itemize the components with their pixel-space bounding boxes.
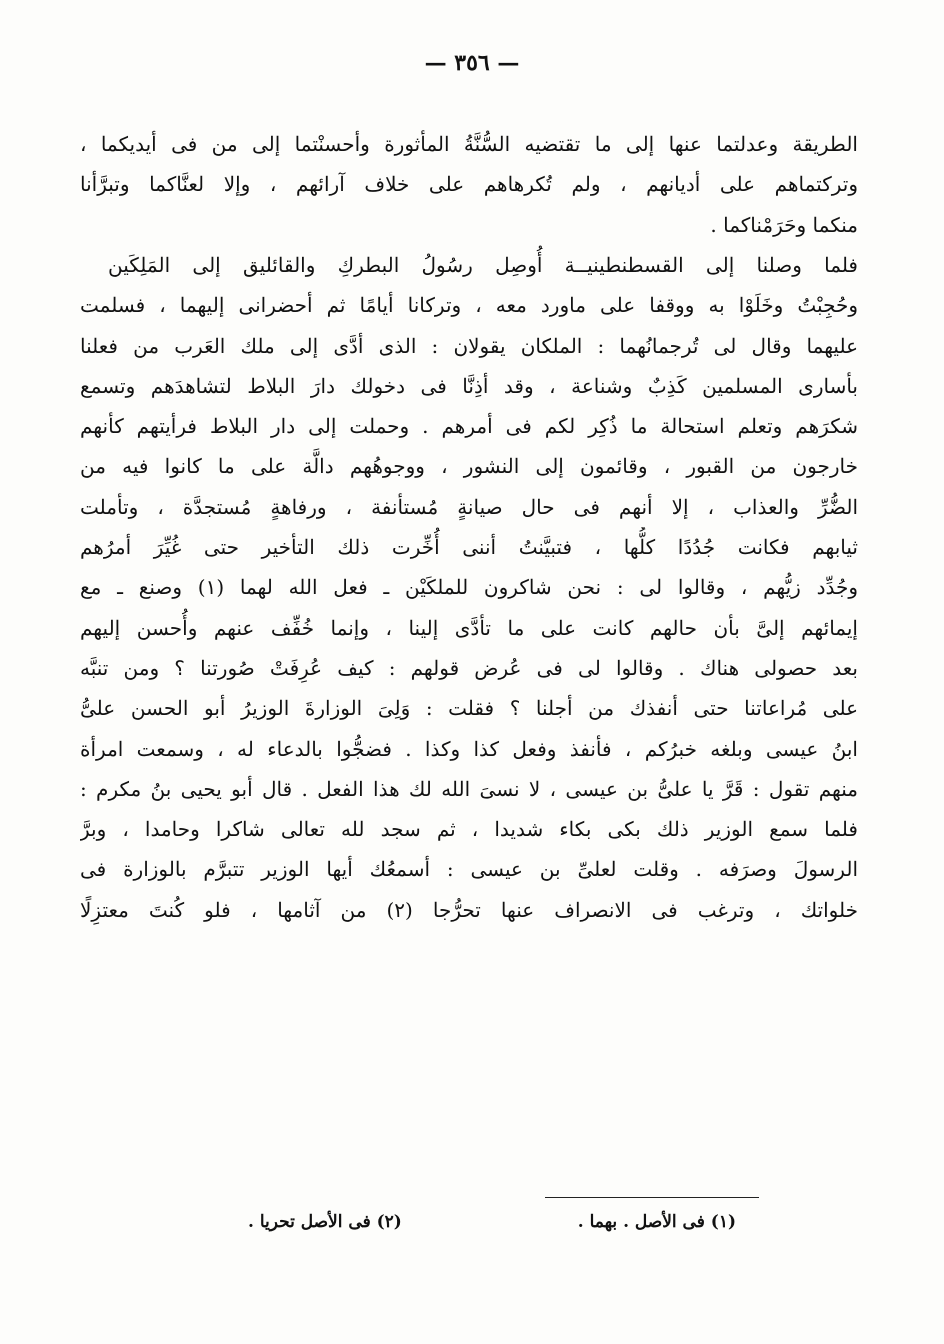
body-line: الطريقة وعدلتما عنها إلى ما تقتضيه السُّنَّةُ المأثورة وأحسنْتما إلى من فى أيديكما ،: [80, 132, 858, 156]
footnote-2: (٢) فى الأصل تحريا .: [248, 1212, 402, 1232]
body-line: عليهما وقال لى تُرجمانُهما : الملكان يقولان : الذى أدَّى إلى ملك العَرب من فعلنا: [80, 334, 858, 358]
body-line: خارجون من القبور ، وقائمون إلى النشور ، ووجوهُهم دالَّة على ما كانوا فيه من: [80, 454, 858, 478]
body-line: بأسارى المسلمين كَذِبٌ وشناعة ، وقد أذِنَّا فى دخولك دارَ البلاط لتشاهدَهم وتسمع: [80, 374, 858, 398]
body-line: بعد حصولى هناك . وقالوا لى فى عُرض قولهم : كيف عُرِفَتْ صُورتنا ؟ ومن تنبَّه: [80, 656, 858, 680]
body-line: فلما وصلنا إلى القسطنطينيــة أُوصِل رسُولُ البطركِ والقائليق إلى المَلِكَين: [108, 253, 858, 277]
body-line: وجُدِّد زيُّهم ، وقالوا لى : نحن شاكرون للملكَيْن ـ فعل الله لهما (١) وصنع ـ مع: [80, 575, 858, 599]
body-line: وتركتماهم على أديانهم ، ولم تُكرهاهم على خلاف آرائهم ، وإلا لعنَّاكما وتبرَّأنا: [80, 172, 858, 196]
page-number: — ٣٥٦ —: [424, 50, 520, 76]
body-line: إيمائهم إلىَّ بأن حالهم كانت على ما تأدَّى إلينا ، وإنما خُفِّف عنهم وأُحسن إليهم: [80, 616, 858, 640]
body-line: منكما وحَرَمْناكما .: [710, 213, 858, 237]
footnote-divider: [545, 1197, 759, 1198]
body-line: ابنُ عيسى وبلغه خبرُكم ، فأنفذ وفعل كذا وكذا . فضجُّوا بالدعاء له ، وسمعت امرأة: [80, 737, 858, 761]
body-line: الضُّرِّ والعذاب ، إلا أنهم فى حال صيانةٍ مُستأنفة ، ورفاهةٍ مُستجدَّة ، وتأملت: [80, 495, 858, 519]
footnote-1: (١) فى الأصل . بهما .: [577, 1212, 736, 1232]
body-line: شكرَهم وتعلم استحالة ما ذُكِر لكم فى أمرهم . وحملت إلى دار البلاط فرأيتهم كأنهم: [80, 414, 858, 438]
body-line: فلما سمع الوزير ذلك بكى بكاء شديدا ، ثم سجد لله تعالى شاكرا وحامدا ، وبرَّ: [80, 817, 858, 841]
body-line: على مُراعاتنا حتى أنفذك من أجلنا ؟ فقلت : وَلِىَ الوزارةَ الوزيرُ أبو الحسن علىُّ: [80, 696, 858, 720]
body-line: خلواتك ، وترغب فى الانصراف عنها تحرُّجا (٢) من آثامها ، فلو كُنتَ معتزِلًا: [80, 898, 858, 922]
body-line: الرسولَ وصرَفه . وقلت لعلىِّ بن عيسى : أسمعُك أيها الوزير تتبرَّم بالوزارة فى: [80, 857, 858, 881]
body-line: منهم تقول : قَرَّ يا علىُّ بن عيسى ، لا نسىَ الله لك هذا الفعل . قال أبو يحيى بنُ مكرم :: [80, 777, 858, 801]
body-line: ثيابهم فكانت جُدُدًا كلُّها ، فتبيَّنتُ أننى أُخِّرت ذلك التأخير حتى غُيِّرَ أمرُهم: [80, 535, 858, 559]
body-line: وحُجِبْتُ وخَلَوْا به ووقفا على ماورد معه ، وتركانا أيامًا ثم أحضرانى إليهما ، فسلمت: [80, 293, 858, 317]
